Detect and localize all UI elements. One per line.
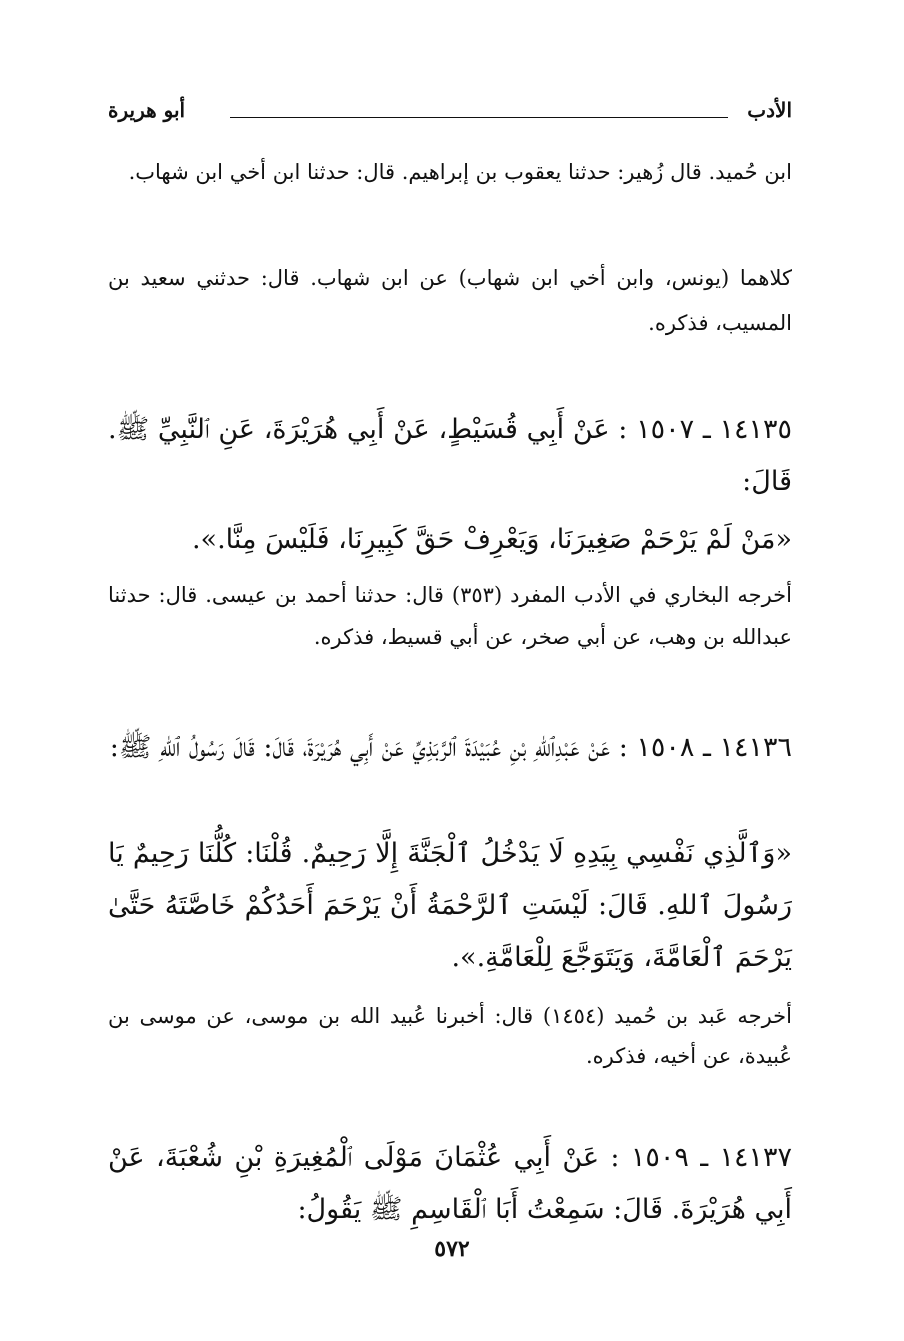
hadith-paragraph (108, 404, 792, 508)
note-paragraph: أخرجه عَبد بن حُميد (١٤٥٤) قال: أخبرنا عُبيد الله بن موسى، عن موسى بن عُبيدة، عن أخيه، فذكره. (108, 1004, 792, 1068)
hadith-number: ١٤١٣٦ ـ ١٥٠٨ : (618, 732, 792, 763)
running-header (108, 96, 792, 132)
hadith-quote: «مَنْ لَمْ يَرْحَمْ صَغِيرَنَا، وَيَعْرِفْ حَقَّ كَبِيرِنَا، فَلَيْسَ مِنَّا.». (191, 524, 792, 555)
hadith-number: ١٤١٣٥ ـ ١٥٠٧ : (618, 414, 793, 445)
page-number: ٥٧٢ (434, 1236, 470, 1262)
hadith-text: عَنْ عَبْدِٱللهِ بْنِ عُبَيْدَةَ ٱلرَّبَذِيِّ عَنْ أَبِي هُرَيْرَةَ، قَالَ: قَالَ رَسُولُ ٱللهِ ﷺ: (109, 732, 611, 763)
note-paragraph: ابن حُميد. قال زُهير: حدثنا يعقوب بن إبراهيم. قال: حدثنا ابن أخي ابن شهاب. (128, 160, 792, 184)
chapter-title: الأدب (747, 98, 792, 122)
header-rule (230, 117, 728, 118)
narrator-title: أبو هريرة (108, 98, 186, 122)
hadith-quote: «وَٱلَّذِي نَفْسِي بِيَدِهِ لَا يَدْخُلُ ٱلْجَنَّةَ إِلَّا رَحِيمٌ. قُلْنَا: كُلُّنَا رَحِيمٌ يَا رَسُولَ ٱللهِ. قَالَ: لَيْسَتِ ٱلرَّحْمَةُ أَنْ يَرْحَمَ أَحَدُكُمْ خَاصَّتَهُ حَتَّىٰ يَرْحَمَ ٱلْعَامَّةَ، وَيَتَوَجَّعَ لِلْعَامَّةِ.». (108, 838, 792, 973)
note-paragraph: كلاهما (يونس، وابن أخي ابن شهاب) عن ابن شهاب. قال: حدثني سعيد بن المسيب، فذكره. (108, 266, 792, 335)
hadith-paragraph (108, 1132, 792, 1236)
hadith-text: عَنْ أَبِي قُسَيْطٍ، عَنْ أَبِي هُرَيْرَةَ، عَنِ ٱلنَّبِيِّ ﷺ. قَالَ: (108, 414, 792, 497)
note-paragraph: أخرجه البخاري في الأدب المفرد (٣٥٣) قال: حدثنا أحمد بن عيسى. قال: حدثنا عبدالله بن وهب، عن أبي صخر، عن أبي قسيط، فذكره. (108, 583, 792, 649)
hadith-number: ١٤١٣٧ ـ ١٥٠٩ : (610, 1142, 793, 1173)
hadith-paragraph (108, 722, 792, 774)
hadith-text: عَنْ أَبِي عُثْمَانَ مَوْلَى ٱلْمُغِيرَةِ بْنِ شُعْبَةَ، عَنْ أَبِي هُرَيْرَةَ. قَالَ: سَمِعْتُ أَبَا ٱلْقَاسِمِ ﷺ يَقُولُ: (108, 1142, 792, 1225)
